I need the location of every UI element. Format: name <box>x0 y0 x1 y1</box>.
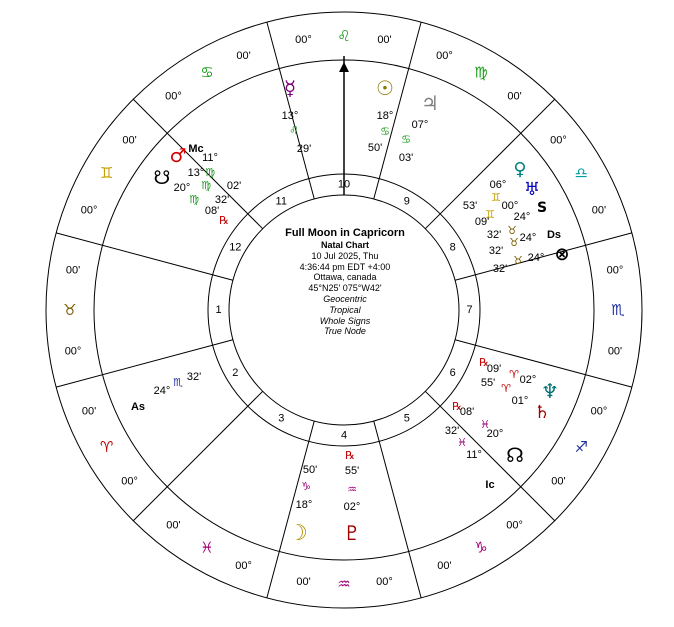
s-point-degree: 24° <box>513 211 531 223</box>
planet-mercury <box>282 76 311 155</box>
point-fortune <box>493 244 570 275</box>
pluto-sign-icon: ♒ <box>347 483 357 496</box>
sign-virgo-icon: ♍ <box>474 63 488 82</box>
ic-minute: 32' <box>444 425 460 437</box>
house-number-5: 5 <box>403 412 410 425</box>
ic-sign-icon: ♓ <box>457 436 467 449</box>
sign-cusp-minute: 00' <box>551 475 566 488</box>
fortune-sign-icon: ♉ <box>513 254 523 267</box>
sign-cusp-degree: 00° <box>235 559 252 572</box>
pluto-minute: 55' <box>344 465 360 477</box>
sign-cusp-minute: 00' <box>81 405 97 418</box>
ic-degree: 11° <box>466 449 482 461</box>
sun-icon: ☉ <box>376 76 394 100</box>
venus-icon: ♀ <box>513 159 527 180</box>
house-cusp-line <box>56 340 233 387</box>
uranus-sign-icon: ♊ <box>485 208 495 221</box>
house-number-4: 4 <box>340 429 348 442</box>
sign-pisces-icon: ♓ <box>200 538 214 557</box>
sign-sagittarius <box>551 405 607 487</box>
mercury-degree: 13° <box>281 110 299 122</box>
mercury-minute: 29' <box>296 143 312 155</box>
house-number-8: 8 <box>449 241 456 254</box>
node-sign-icon: ♍ <box>189 193 199 206</box>
moon-sign-icon: ♑ <box>301 480 311 493</box>
sign-aries-icon: ♈ <box>99 438 114 456</box>
as-degree: 24° <box>153 385 171 397</box>
pluto-degree: 02° <box>343 501 361 513</box>
mc-minute: 32' <box>214 194 230 206</box>
sign-aquarius-icon: ♒ <box>337 575 351 593</box>
house-cusp-line <box>130 391 262 520</box>
sign-aries <box>82 405 138 487</box>
ds-sign-icon: ♉ <box>509 236 519 249</box>
venus-degree: 06° <box>489 179 507 191</box>
sign-cusp-degree: 00° <box>506 519 523 532</box>
ic-label: Ic <box>485 479 495 491</box>
moon-minute: 50' <box>302 464 318 476</box>
planet-moon <box>288 464 317 546</box>
node-retrograde-icon: ℞ <box>219 215 229 227</box>
sun-sign-icon: ♋ <box>380 125 390 138</box>
sign-cancer-icon: ♋ <box>200 63 214 82</box>
house-cusp-line <box>374 421 421 598</box>
sign-cusp-minute: 00' <box>166 519 181 532</box>
sign-cusp-degree: 00° <box>590 405 608 418</box>
chart-time: 4:36:44 pm EDT +4:00 <box>299 261 391 272</box>
mercury-icon: ☿ <box>283 76 297 100</box>
north-node-retrograde-icon: ℞ <box>452 401 462 413</box>
node-minute: 08' <box>204 205 220 217</box>
angle-mc <box>154 143 242 227</box>
planet-north-node <box>452 401 524 467</box>
moon-degree: 18° <box>295 499 313 511</box>
s-point-sign-icon: ♉ <box>507 224 517 237</box>
sign-cusp-degree: 00° <box>295 34 312 47</box>
sign-cusp-degree: 00° <box>376 575 393 588</box>
planet-saturn <box>481 377 550 423</box>
chart-coords: 45°N25' 075°W42' <box>308 283 382 294</box>
sign-pisces <box>166 519 252 571</box>
s-point-minute: 32' <box>486 229 502 241</box>
chart-house-system: Whole Signs <box>319 315 371 326</box>
mars-icon: ♂ <box>169 145 187 167</box>
neptune-icon: ♆ <box>541 379 559 403</box>
planet-jupiter <box>399 91 439 164</box>
jupiter-degree: 07° <box>411 119 429 131</box>
sign-cusp-degree: 00° <box>606 264 624 277</box>
fortune-minute: 32' <box>492 263 508 275</box>
sign-cusp-minute: 00' <box>377 34 392 47</box>
sign-cusp-degree: 00° <box>121 475 138 488</box>
as-label: As <box>130 401 146 413</box>
mars-sign-icon: ♍ <box>201 179 211 192</box>
neptune-retrograde-icon: ℞ <box>479 357 489 369</box>
chart-type: Natal Chart <box>320 240 369 250</box>
saturn-minute: 55' <box>480 377 496 389</box>
chart-place: Ottawa, canada <box>313 272 377 283</box>
angle-as <box>131 371 201 413</box>
fortune-degree: 24° <box>527 252 545 264</box>
mercury-sign-icon: ♌ <box>289 124 299 137</box>
north-node-minute: 08' <box>459 406 475 418</box>
as-minute: 32' <box>186 371 202 383</box>
sign-cusp-degree: 00° <box>80 204 98 217</box>
venus-sign-icon: ♊ <box>491 191 501 204</box>
sign-cusp-minute: 00' <box>507 90 522 103</box>
ds-minute: 32' <box>488 245 504 257</box>
mc-arrow-icon <box>339 62 349 72</box>
sign-taurus <box>63 265 81 358</box>
sign-taurus-icon: ♉ <box>63 301 77 319</box>
house-number-11: 11 <box>275 195 287 208</box>
neptune-degree: 02° <box>519 374 537 386</box>
sign-cusp-minute: 00' <box>591 204 607 217</box>
mars-degree: 13° <box>187 167 205 179</box>
node-degree: 20° <box>173 182 191 194</box>
house-number-9: 9 <box>403 195 410 208</box>
moon-icon: ☽ <box>288 521 308 546</box>
sign-cusp-minute: 00' <box>65 264 81 277</box>
sign-cusp-degree: 00° <box>64 345 82 358</box>
sign-leo-icon: ♌ <box>337 27 351 45</box>
north-node-icon: ☊ <box>506 443 524 467</box>
planet-pluto <box>343 450 361 545</box>
house-number-7: 7 <box>466 304 473 316</box>
sign-cusp-minute: 00' <box>122 134 137 147</box>
sign-cusp-degree: 00° <box>436 50 453 63</box>
sign-libra-icon: ♎ <box>574 164 589 182</box>
fortune-icon: ⊗ <box>554 244 570 265</box>
sign-capricorn-icon: ♑ <box>474 538 488 557</box>
sign-scorpio <box>607 265 626 358</box>
mars-minute: 02' <box>226 180 242 192</box>
sign-leo <box>295 27 391 46</box>
house-cusp-line <box>133 99 262 228</box>
ds-label: Ds <box>546 229 562 241</box>
sign-cusp-minute: 00' <box>607 345 623 358</box>
chart-info-panel <box>256 227 434 337</box>
sign-scorpio-icon: ♏ <box>611 301 625 319</box>
mc-sign-icon: ♍ <box>205 166 215 179</box>
house-number-2: 2 <box>232 366 239 379</box>
chart-title: Full Moon in Capricorn <box>285 227 405 239</box>
sign-gemini-icon: ♊ <box>99 164 114 182</box>
mc-label: Mc <box>188 143 204 155</box>
south-node-icon: ☋ <box>153 167 171 189</box>
sign-capricorn <box>437 519 523 571</box>
chart-zodiac: Tropical <box>329 304 361 315</box>
house-number-6: 6 <box>449 366 456 379</box>
saturn-icon: ♄ <box>533 402 551 423</box>
sign-cusp-degree: 00° <box>165 90 182 103</box>
sign-sagittarius-icon: ♐ <box>574 438 589 456</box>
house-number-10: 10 <box>337 178 351 191</box>
s-point-icon: S <box>536 200 548 216</box>
chart-date: 10 Jul 2025, Thu <box>311 250 379 261</box>
ds-degree: 24° <box>519 232 537 244</box>
saturn-degree: 01° <box>511 395 529 407</box>
house-number-1: 1 <box>215 304 222 316</box>
as-sign-icon: ♏ <box>173 376 183 389</box>
sign-cancer <box>165 50 251 102</box>
sign-cusp-minute: 00' <box>236 50 251 63</box>
planet-sun <box>368 76 394 154</box>
north-node-sign-icon: ♓ <box>480 418 490 431</box>
sign-cusp-degree: 00° <box>550 134 567 147</box>
venus-minute: 53' <box>462 200 478 212</box>
chart-perspective: Geocentric <box>323 293 367 304</box>
house-cusp-line <box>56 233 233 280</box>
sign-libra <box>550 134 606 216</box>
pluto-retrograde-icon: ℞ <box>345 450 355 462</box>
sign-virgo <box>436 50 522 102</box>
sign-cusp-minute: 00' <box>296 575 311 588</box>
pluto-icon: ♇ <box>343 521 361 545</box>
mc-degree: 11° <box>202 152 218 164</box>
sun-degree: 18° <box>376 110 394 122</box>
chart-node-type: True Node <box>324 326 366 337</box>
north-node-degree: 20° <box>486 428 504 440</box>
uranus-degree: 00° <box>501 200 519 212</box>
saturn-sign-icon: ♈ <box>501 382 511 395</box>
neptune-sign-icon: ♈ <box>509 368 519 381</box>
jupiter-sign-icon: ♋ <box>401 133 411 146</box>
sun-minute: 50' <box>367 142 383 154</box>
house-number-12: 12 <box>229 241 242 254</box>
uranus-minute: 09' <box>474 216 490 228</box>
house-number-3: 3 <box>278 412 285 425</box>
neptune-minute: 09' <box>486 363 502 375</box>
jupiter-minute: 03' <box>398 152 414 164</box>
sign-aquarius <box>296 575 392 593</box>
sign-cusp-minute: 00' <box>437 559 452 572</box>
uranus-icon: ♅ <box>523 179 541 200</box>
jupiter-icon: ♃ <box>421 91 439 115</box>
sign-gemini <box>81 134 137 216</box>
